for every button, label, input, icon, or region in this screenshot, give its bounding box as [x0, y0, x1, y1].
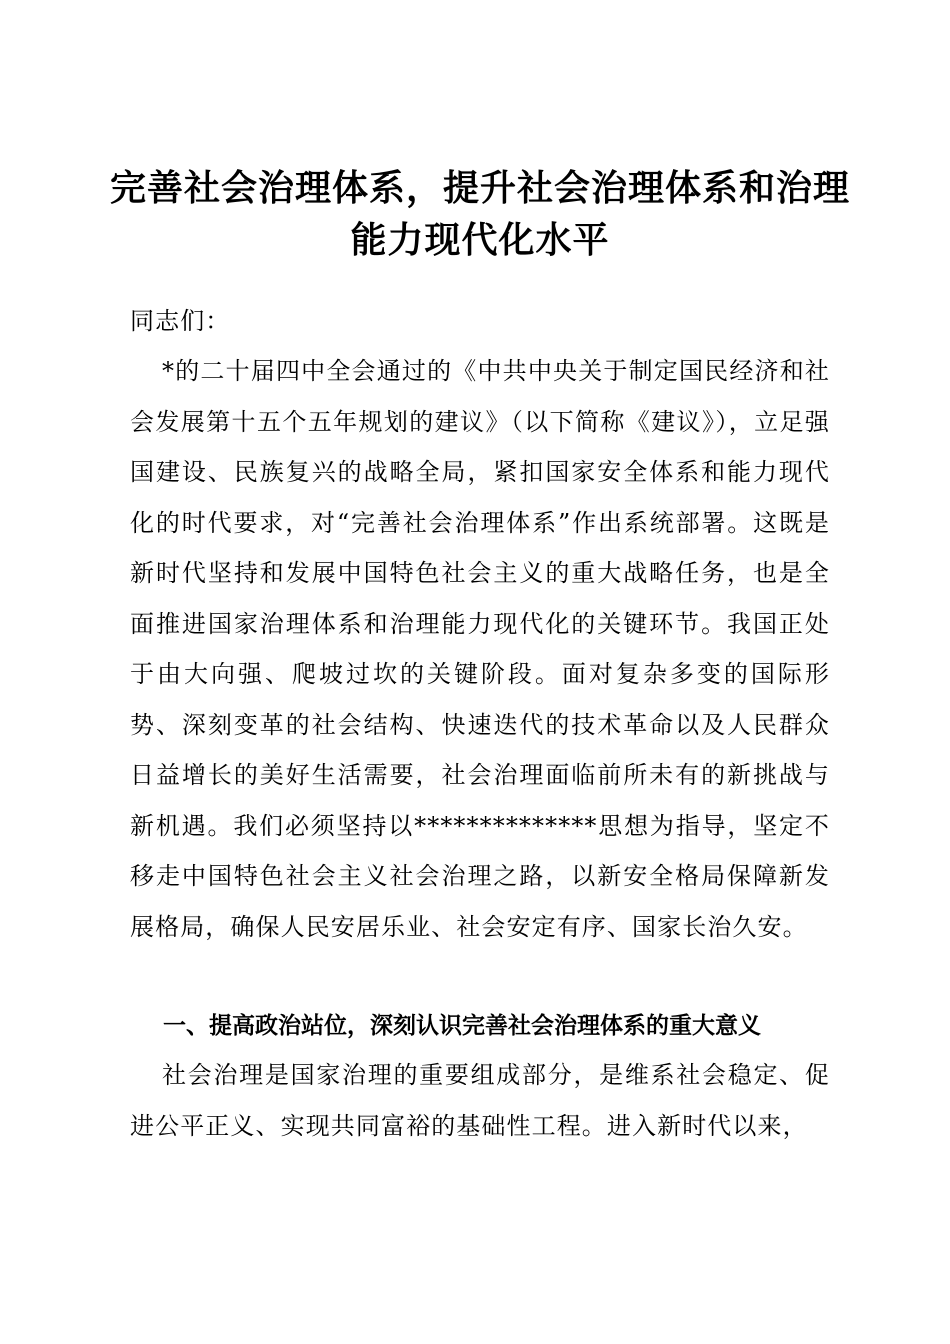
title-line-1: 完善社会治理体系，提升社会治理体系和治理: [109, 168, 850, 209]
section-heading-1: 一、提高政治站位，深刻认识完善社会治理体系的重大意义: [163, 1013, 761, 1039]
paragraph-intro: *的二十届四中全会通过的《中共中央关于制定国民经济和社会发展第十五个五年规划的建议》（以下简称《建议》），立足强国建设、民族复兴的战略全局，紧扣国家安全体系和能力现代化的时代要求，对“完善社会治理体系”作出系统部署。这既是新时代坚持和发展中国特色社会主义的重大战略任务，也是全面推进国家治理体系和治理能力现代化的关键环节。我国正处于由大向强、爬坡过坎的关键阶段。面对复杂多变的国际形势、深刻变革的社会结构、快速迭代的技术革命以及人民群众日益增长的美好生活需要，社会治理面临前所未有的新挑战与新机遇。我们必须坚持以**************思想为指导，坚定不移走中国特色社会主义社会治理之路，以新安全格局保障新发展格局，确保人民安居乐业、社会安定有序、国家长治久安。: [130, 357, 830, 941]
greeting: 同志们：: [130, 307, 231, 335]
document-title: [100, 163, 860, 267]
paragraph-section-1: 社会治理是国家治理的重要组成部分，是维系社会稳定、促进公平正义、实现共同富裕的基础性工程。进入新时代以来，: [130, 1061, 830, 1140]
title-line-2: 能力现代化水平: [350, 220, 610, 261]
